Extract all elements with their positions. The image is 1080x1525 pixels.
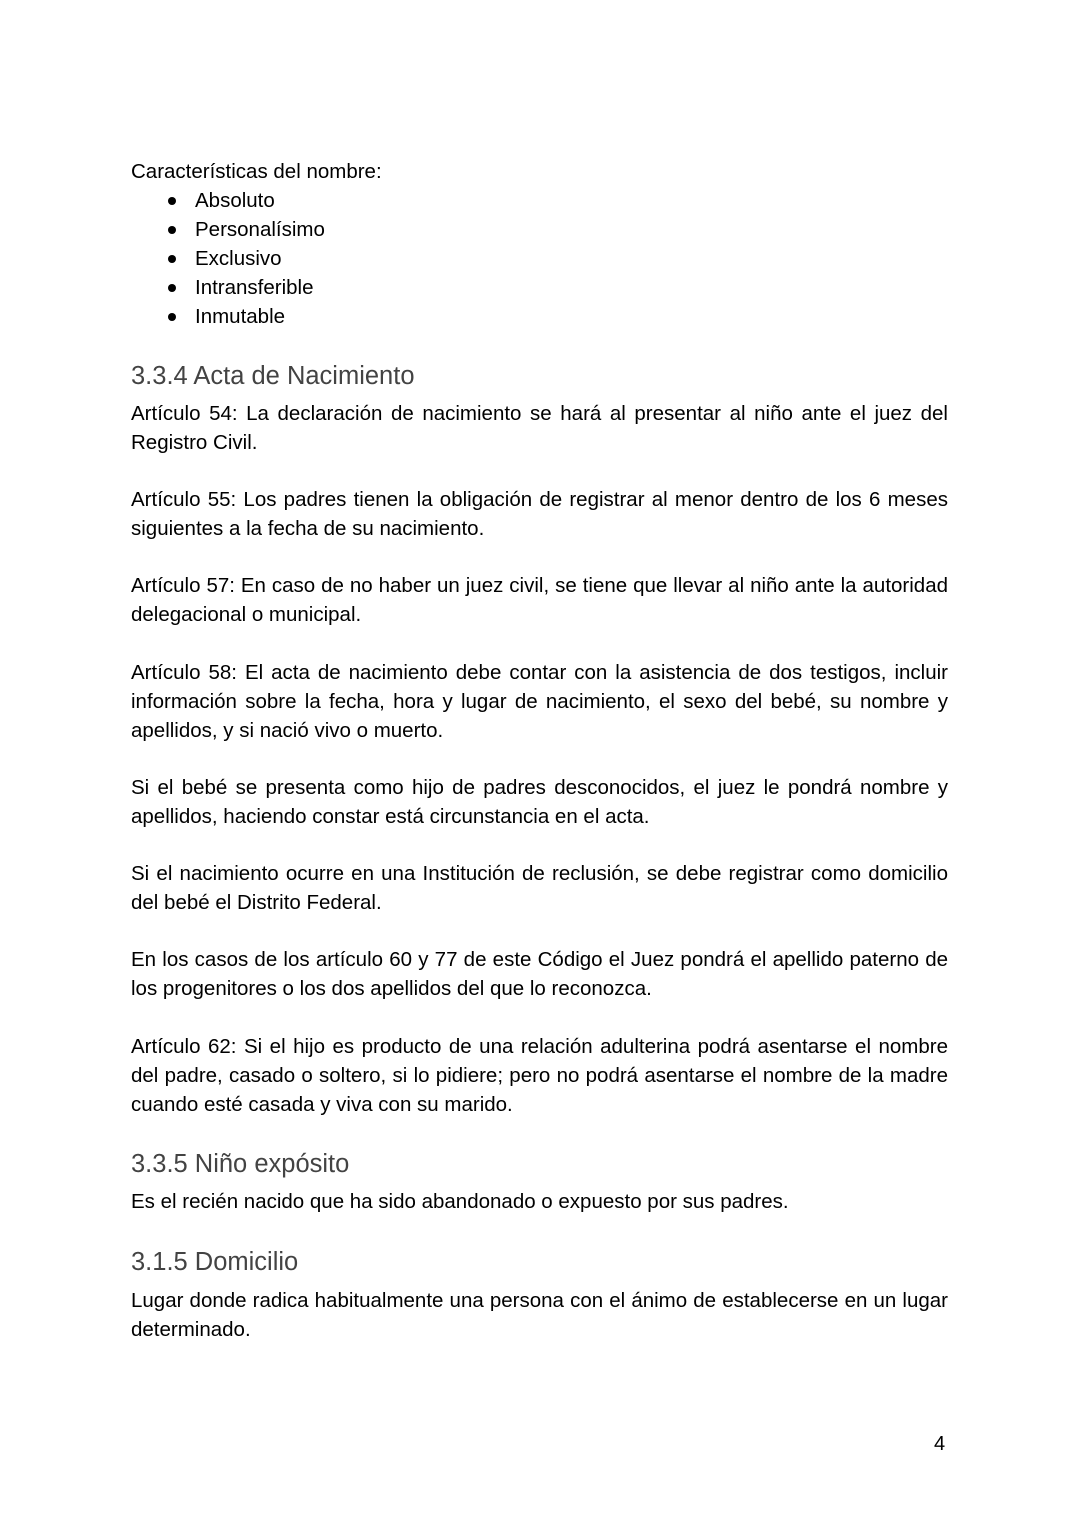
bullet-icon	[168, 255, 176, 263]
characteristics-label: Características del nombre:	[131, 160, 382, 183]
paragraph: Artículo 57: En caso de no haber un juez civil, se tiene que llevar al niño ante la autoridad delegacional o municipal.	[131, 574, 948, 626]
bullet-icon	[168, 313, 176, 321]
paragraph: Artículo 58: El acta de nacimiento debe contar con la asistencia de dos testigos, incluir información sobre la fecha, hora y lugar de nacimiento, el sexo del bebé, su nombre y apellidos, y si nació vivo o muerto.	[131, 661, 948, 742]
bullet-icon	[168, 226, 176, 234]
bullet-icon	[168, 284, 176, 292]
list-item: Intransferible	[131, 273, 948, 302]
paragraph: Es el recién nacido que ha sido abandonado o expuesto por sus padres.	[131, 1190, 789, 1213]
list-item: Personalísimo	[131, 215, 948, 244]
paragraph: Artículo 55: Los padres tienen la obligación de registrar al menor dentro de los 6 meses siguientes a la fecha de su nacimiento.	[131, 488, 948, 540]
section-heading: 3.3.5 Niño expósito	[131, 1150, 350, 1178]
paragraph: Artículo 54: La declaración de nacimiento se hará al presentar al niño ante el juez del Registro Civil.	[131, 402, 948, 454]
paragraph: Lugar donde radica habitualmente una persona con el ánimo de establecerse en un lugar determinado.	[131, 1289, 948, 1341]
list-item: Absoluto	[131, 186, 948, 215]
section-heading: 3.3.4 Acta de Nacimiento	[131, 362, 415, 390]
section-heading: 3.1.5 Domicilio	[131, 1248, 299, 1276]
characteristics-list	[131, 186, 948, 331]
list-item: Inmutable	[131, 302, 948, 331]
bullet-icon	[168, 197, 176, 205]
paragraph: En los casos de los artículo 60 y 77 de este Código el Juez pondrá el apellido paterno de los progenitores o los dos apellidos del que lo reconozca.	[131, 948, 948, 1000]
paragraph: Si el bebé se presenta como hijo de padres desconocidos, el juez le pondrá nombre y apellidos, haciendo constar está circunstancia en el acta.	[131, 776, 948, 828]
paragraph: Artículo 62: Si el hijo es producto de una relación adulterina podrá asentarse el nombre del padre, casado o soltero, si lo pidiere; pero no podrá asentarse el nombre de la madre cuando esté casada y viva con su marido.	[131, 1035, 948, 1116]
list-item: Exclusivo	[131, 244, 948, 273]
paragraph: Si el nacimiento ocurre en una Institución de reclusión, se debe registrar como domicilio del bebé el Distrito Federal.	[131, 862, 948, 914]
page-number: 4	[934, 1433, 946, 1455]
